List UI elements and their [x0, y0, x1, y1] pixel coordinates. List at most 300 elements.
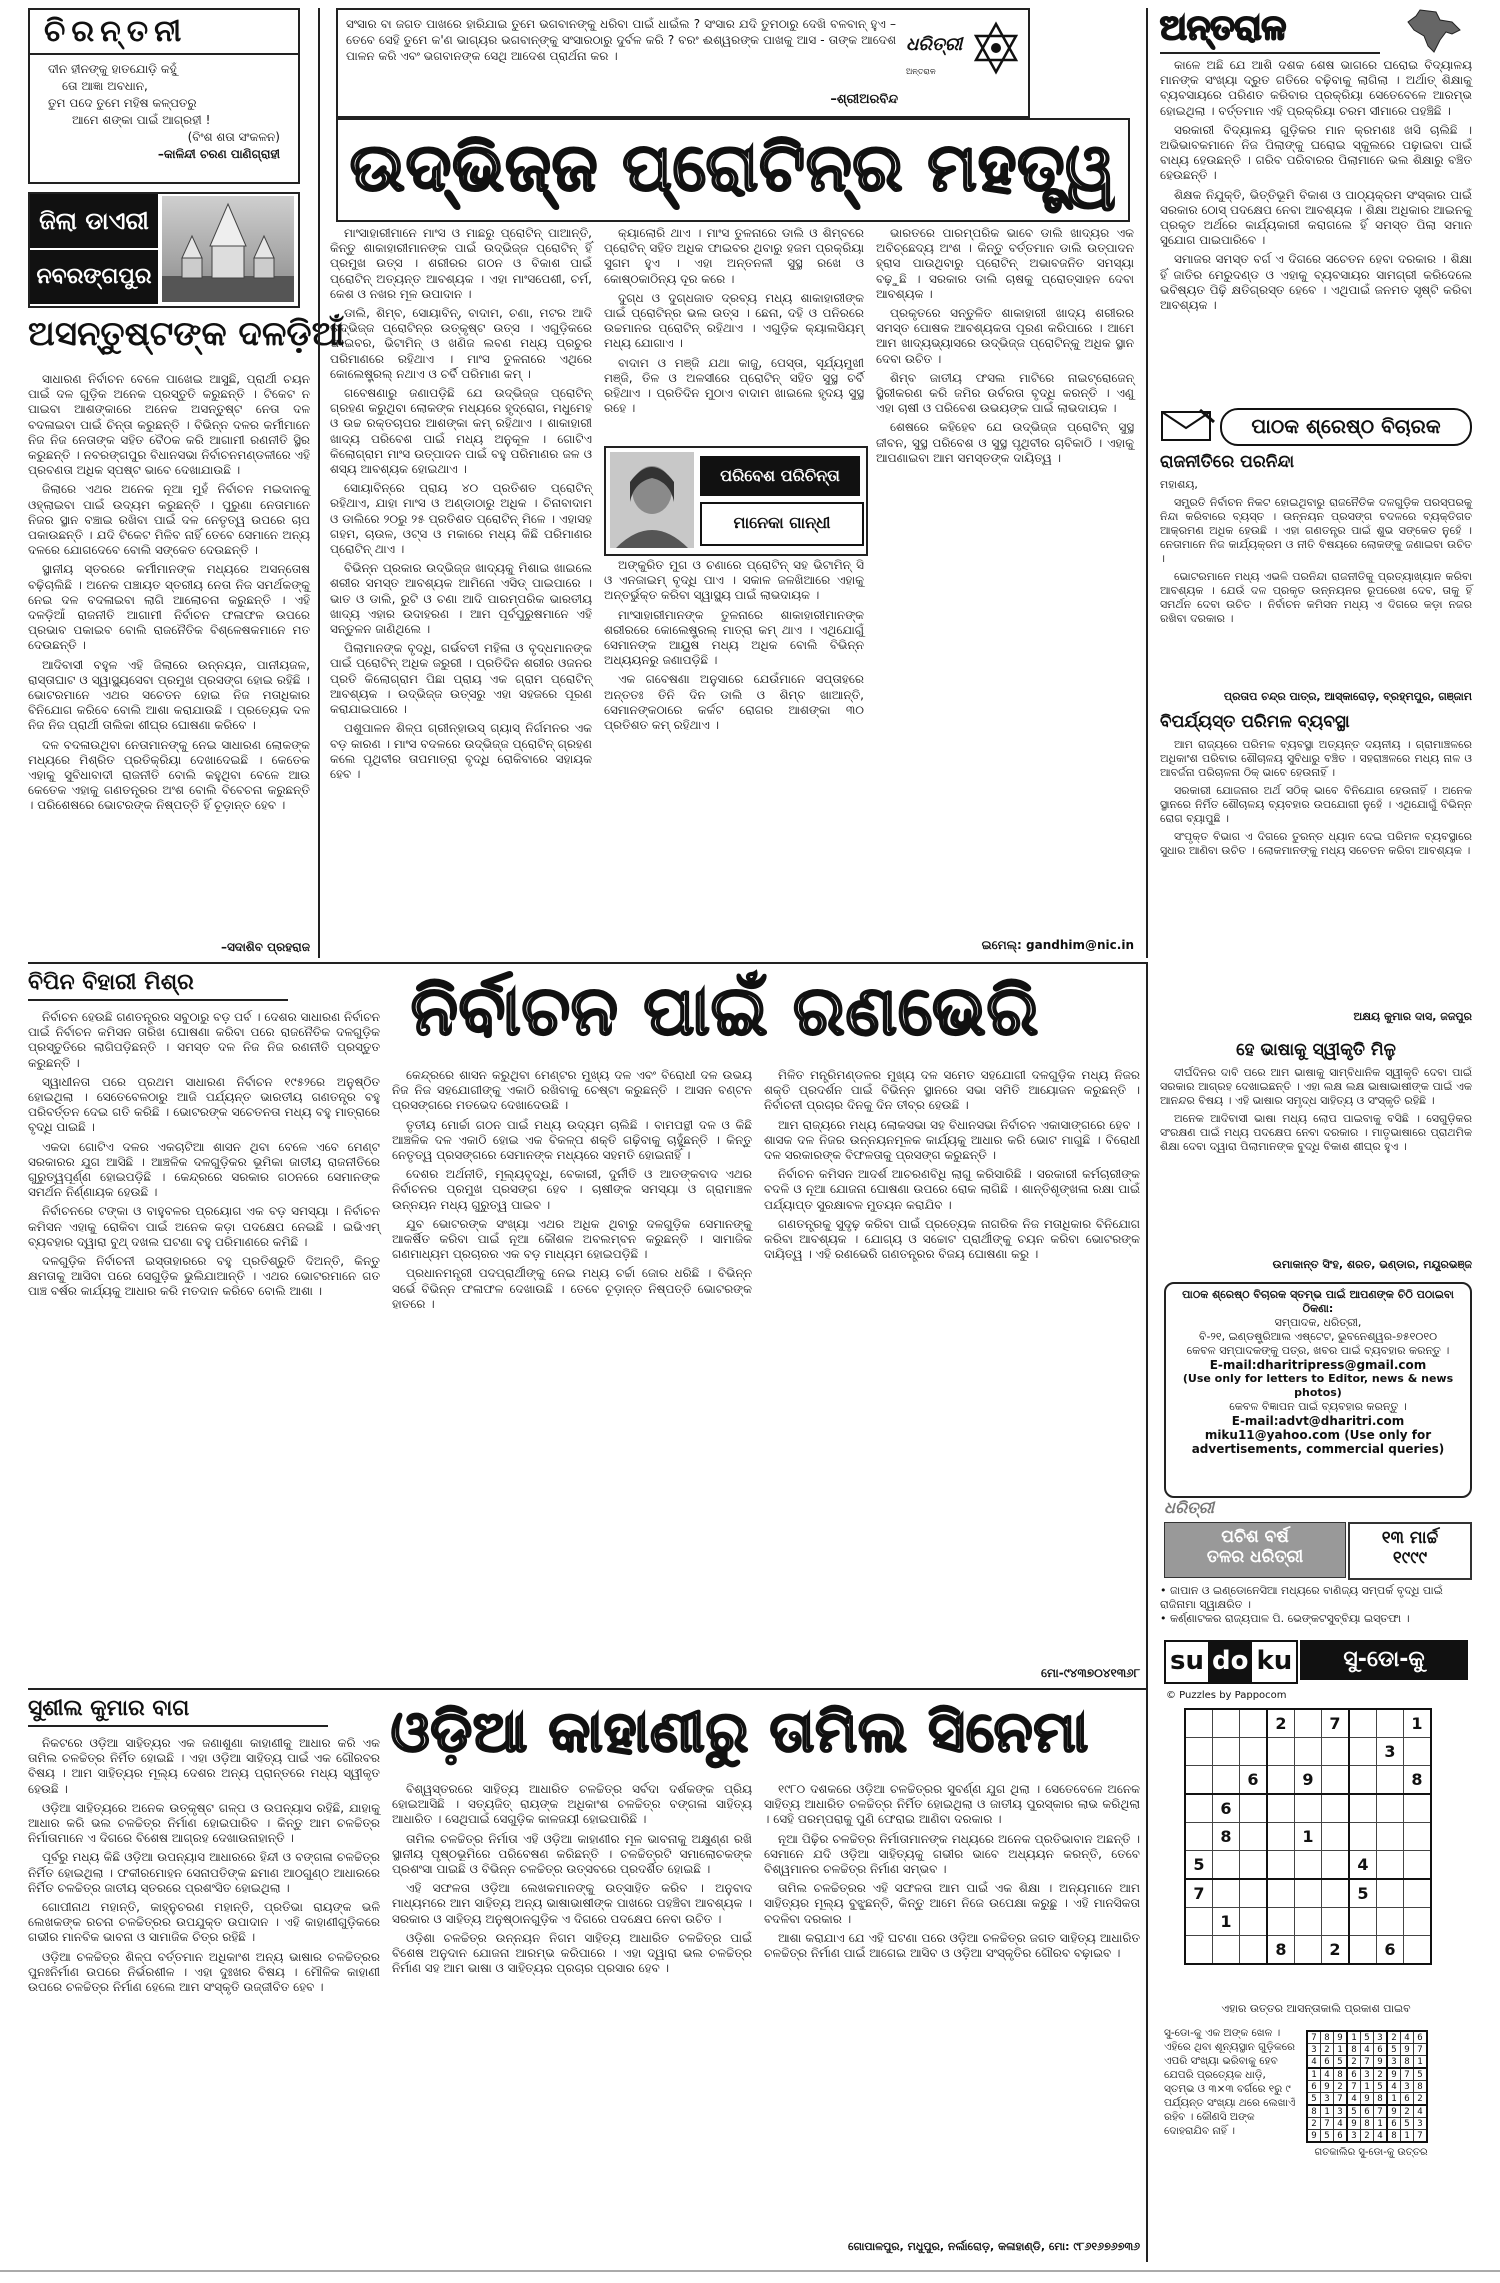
sudoku-prev-cell: 1 — [1321, 2105, 1334, 2118]
sudoku-prev-cell: 3 — [1334, 2105, 1348, 2118]
sudoku-cell[interactable]: 9 — [1295, 1766, 1322, 1795]
election-paragraph: ତୃତୀୟ ମୋର୍ଚ୍ଚା ଗଠନ ପାଇଁ ମଧ୍ୟ ଉଦ୍ୟମ ଚାଲିଛି । ବାମପନ୍ଥୀ ଦଳ ଓ କିଛି ଆଞ୍ଚଳିକ ଦଳ ଏକାଠି ହୋଇ ଏକ ବିକଳ୍ପ ଶକ୍ତି ଗଢ଼ିବାକୁ ଚାହୁଁଛନ୍ତି । କିନ୍ତୁ ନେତୃତ୍ୱ ପ୍ରସଙ୍ଗରେ ସେମାନଙ୍କ ମଧ୍ୟରେ ସହମତି ହୋଇନାହିଁ । — [392, 1117, 752, 1163]
sudoku-prev-cell: 9 — [1387, 2105, 1401, 2118]
sudoku-prev-cell: 2 — [1374, 2068, 1388, 2081]
election-paragraph: କେନ୍ଦ୍ରରେ ଶାସନ କରୁଥିବା ମେଣ୍ଟର ମୁଖ୍ୟ ଦଳ ଏବଂ ବିରୋଧୀ ଦଳ ଉଭୟ ନିଜ ନିଜ ସହଯୋଗୀଙ୍କୁ ଏକାଠି ରଖିବାକୁ ଚେଷ୍ଟା କରୁଛନ୍ତି । ଆସନ ବଣ୍ଟନ ପ୍ରସଙ୍ଗରେ ମତଭେଦ ଦେଖାଦେଉଛି । — [392, 1068, 752, 1113]
asantusta-paragraph: ଦଳ ବଦଳାଉଥିବା ନେତାମାନଙ୍କୁ ନେଇ ସାଧାରଣ ଲୋକଙ୍କ ମଧ୍ୟରେ ମିଶ୍ରିତ ପ୍ରତିକ୍ରିୟା ଦେଖାଦେଇଛି । କେତେକ ଏହାକୁ ସୁବିଧାବାଦୀ ରାଜନୀତି ବୋଲି କହୁଥିବା ବେଳେ ଆଉ କେତେକ ଏହାକୁ ଗଣତନ୍ତ୍ରର ଅଂଶ ବୋଲି ବିବେଚନା କରୁଛନ୍ତି । ପରିଶେଷରେ ଭୋଟରଙ୍କ ନିଷ୍ପତ୍ତି ହିଁ ଚୂଡ଼ାନ୍ତ ହେବ । — [28, 737, 310, 813]
sudoku-prev-wrap — [1306, 2030, 1436, 2158]
sudoku-prev-cell: 6 — [1347, 2068, 1361, 2081]
cinema-paragraph: ନୂଆ ପିଢ଼ିର ଚଳଚ୍ଚିତ୍ର ନିର୍ମାତାମାନଙ୍କ ମଧ୍ୟରେ ଅନେକ ପ୍ରତିଭାବାନ ଅଛନ୍ତି । ସେମାନେ ଯଦି ଓଡ଼ିଆ ସାହିତ୍ୟକୁ ଗଭୀର ଭାବେ ଅଧ୍ୟୟନ କରନ୍ତି, ତେବେ ବିଶ୍ୱମାନର ଚଳଚ୍ଚିତ୍ର ନିର୍ମାଣ ସମ୍ଭବ । — [764, 1831, 1140, 1877]
sudoku-prev-cell: 3 — [1387, 2056, 1401, 2069]
sudoku-prev-cell: 9 — [1347, 2118, 1361, 2130]
sudoku-grid-wrap — [1184, 1708, 1432, 1965]
sudoku-cell[interactable] — [1404, 1738, 1432, 1766]
election-paragraph: ମିଳିତ ମନ୍ତ୍ରିମଣ୍ଡଳର ମୁଖ୍ୟ ଦଳ ସମେତ ସହଯୋଗୀ ଦଳଗୁଡ଼ିକ ମଧ୍ୟ ନିଜର ଶକ୍ତି ପ୍ରଦର୍ଶନ ପାଇଁ ବିଭିନ୍ନ ସ୍ଥାନରେ ସଭା ସମିତି ଆୟୋଜନ କରୁଛନ୍ତି । ନିର୍ବାଚନୀ ପ୍ରଚାର ଦିନକୁ ଦିନ ତୀବ୍ର ହେଉଛି । — [764, 1068, 1140, 1113]
sudoku-prev-cell: 3 — [1414, 2118, 1428, 2130]
letter-paragraph: ଭୋଟରମାନେ ମଧ୍ୟ ଏଭଳି ପରନିନ୍ଦା ରାଜନୀତିକୁ ପ୍ରତ୍ୟାଖ୍ୟାନ କରିବା ଆବଶ୍ୟକ । ଯେଉଁ ଦଳ ପ୍ରକୃତ ଉନ୍ନୟନର ରୂପରେଖ ଦେବ, ତାକୁ ହିଁ ସମର୍ଥନ ଦେବା ଉଚିତ । ନିର୍ବାଚନ କମିସନ ମଧ୍ୟ ଏ ଦିଗରେ କଡ଼ା ନଜର ରଖିବା ଦରକାର । — [1160, 570, 1472, 625]
quote-text: ସଂସାର ବା ଜଗତ ପାଖରେ ହାରିଯାଇ ତୁମେ ଭଗବାନଙ୍କୁ ଧରିବା ପାଇଁ ଧାଇଁଲ ? ସଂସାର ଯଦି ତୁମଠାରୁ ଦେଖି ବଳବାନ୍ ହୁଏ – ତେବେ ସେହି ତୁମେ କ'ଣ ଭାଗ୍ୟର ଭଗବାନ୍‌ଙ୍କୁ ସଂସାରଠାରୁ ଦୁର୍ବଳ କରି ? ବରଂ ଈଶ୍ୱରଙ୍କ ପାଖକୁ ଆସ - ତାଙ୍କ ଆଦେଶ ପାଳନ କରି ଏବଂ ଭଗବାନଙ୍କ ସେଥି ଆଦେଶ ପ୍ରାର୍ଥନା କର । — [346, 17, 896, 63]
sudoku-prev-cell: 2 — [1361, 2130, 1374, 2143]
sudoku-cell[interactable]: 8 — [1213, 1823, 1240, 1851]
sudoku-prev-cell: 5 — [1387, 2044, 1401, 2056]
cinema-paragraph: ଏହି ସଫଳତା ଓଡ଼ିଆ ଲେଖକମାନଙ୍କୁ ଉତ୍ସାହିତ କରିବ । ଅନୁବାଦ ମାଧ୍ୟମରେ ଆମ ସାହିତ୍ୟ ଅନ୍ୟ ଭାଷାଭାଷୀଙ୍କ ପାଖରେ ପହଞ୍ଚିବା ଆବଶ୍ୟକ । ସରକାର ଓ ସାହିତ୍ୟ ଅନୁଷ୍ଠାନଗୁଡ଼ିକ ଏ ଦିଗରେ ପଦକ୍ଷେପ ନେବା ଉଚିତ । — [392, 1881, 752, 1926]
columnist-box — [604, 446, 868, 556]
sudoku-cell[interactable] — [1322, 1879, 1350, 1908]
election-paragraph: ଗଣତନ୍ତ୍ରକୁ ସୁଦୃଢ଼ କରିବା ପାଇଁ ପ୍ରତ୍ୟେକ ନାଗରିକ ନିଜ ମତାଧିକାର ବିନିଯୋଗ କରିବା ଆବଶ୍ୟକ । ଯୋଗ୍ୟ ଓ ସଚ୍ଚୋଟ ପ୍ରାର୍ଥୀଙ୍କୁ ଚୟନ କରିବା ଭୋଟରଙ୍କ ଦାୟିତ୍ୱ । ଏହି ରଣଭେରି ଗଣତନ୍ତ୍ରର ବିଜୟ ଘୋଷଣା କରୁ । — [764, 1216, 1140, 1262]
sudoku-cell[interactable] — [1240, 1709, 1268, 1738]
election-paragraph: ନିର୍ବାଚନ କମିସନ ଆଦର୍ଶ ଆଚରଣବିଧି ଲାଗୁ କରିସାରିଛି । ସରକାରୀ କର୍ମଚାରୀଙ୍କ ବଦଳି ଓ ନୂଆ ଯୋଜନା ଘୋଷଣା ଉପରେ ରୋକ ଲାଗିଛି । ଶାନ୍ତିଶୃଙ୍ଖଳା ରକ୍ଷା ପାଇଁ ପର୍ଯ୍ୟାପ୍ତ ସୁରକ୍ଷାବଳ ମୁତୟନ କରାଯିବ । — [764, 1167, 1140, 1212]
cinema-paragraph: ଓଡ଼ିଶା ଚଳଚ୍ଚିତ୍ର ଉନ୍ନୟନ ନିଗମ ସାହିତ୍ୟ ଆଧାରିତ ଚଳଚ୍ଚିତ୍ର ପାଇଁ ବିଶେଷ ଅନୁଦାନ ଯୋଜନା ଆରମ୍ଭ କରିପାରେ । ଏହା ଦ୍ୱାରା ଭଲ ଚଳଚ୍ଚିତ୍ର ନିର୍ମାଣ ସହ ଆମ ଭାଷା ଓ ସାହିତ୍ୟର ପ୍ରଚାର ପ୍ରସାର ହେବ । — [392, 1930, 752, 1976]
sudoku-cell[interactable] — [1240, 1936, 1268, 1965]
chirantani-poem — [30, 55, 298, 169]
pachisa-logo: ଧରିତ୍ରୀ — [1164, 1498, 1214, 1517]
sudoku-prev-cell: 5 — [1321, 2130, 1334, 2143]
contact-use: (Use only for letters to Editor, news & news photos) — [1182, 1372, 1454, 1399]
contact-use: advertisements, commercial queries) — [1191, 1442, 1445, 1456]
sudoku-row — [1185, 1851, 1431, 1880]
headline-protein: ଉଦ୍ଭିଜ୍ଜ ପ୍ରୋଟିନ୍‌ର ମହତ୍ତ୍ୱ — [349, 129, 1117, 206]
sudoku-cell[interactable] — [1295, 1738, 1322, 1766]
sudoku-prev-cell: 4 — [1307, 2056, 1321, 2069]
sudoku-cell[interactable] — [1240, 1823, 1268, 1851]
sudoku-rules: ସୁ-ଡୋ-କୁ ଏକ ଅଙ୍କ ଖେଳ । ଏହିରେ ଥିବା ଶୂନ୍ୟସ୍ଥାନ ଗୁଡ଼ିକରେ ଏପରି ସଂଖ୍ୟା ଭରିବାକୁ ହେବ ଯେପରି ପ୍ରତ୍ୟେକ ଧାଡ଼ି, ସ୍ତମ୍ଭ ଓ ୩×୩ ବର୍ଗରେ ୧ରୁ ୯ ପର୍ଯ୍ୟନ୍ତ ସଂଖ୍ୟା ଥରେ ଲେଖାଏଁ ରହିବ । କୌଣସି ଅଙ୍କ ଦୋହରାଯିବ ନାହିଁ । — [1164, 2027, 1296, 2137]
sudoku-row — [1185, 1908, 1431, 1936]
quote-box — [336, 8, 1030, 118]
sudoku-prev-cell: 1 — [1334, 2044, 1348, 2056]
sudoku-prev-cell: 7 — [1321, 2118, 1334, 2130]
pathaka-title: ପାଠକ ଶ୍ରେଷ୍ଠ ବିଚାରକ — [1220, 408, 1472, 446]
letter-body — [1160, 738, 1472, 1006]
sudoku-cell[interactable]: 1 — [1404, 1709, 1432, 1738]
sudoku-prev-cell: 3 — [1401, 2081, 1414, 2093]
letter-body — [1160, 478, 1472, 686]
cinema-paragraph: ଓଡ଼ିଆ ସାହିତ୍ୟରେ ଅନେକ ଉତ୍କୃଷ୍ଟ ଗଳ୍ପ ଓ ଉପନ୍ୟାସ ରହିଛି, ଯାହାକୁ ଆଧାର କରି ଭଲ ଚଳଚ୍ଚିତ୍ର ନିର୍ମାଣ ହୋଇପାରିବ । କିନ୍ତୁ ଆମ ଚଳଚ୍ଚିତ୍ର ନିର୍ମାତାମାନେ ଏ ଦିଗରେ ବିଶେଷ ଆଗ୍ରହ ଦେଖାଉନାହାନ୍ତି । — [28, 1800, 380, 1846]
sudoku-prev-cell: 8 — [1334, 2068, 1348, 2081]
sudoku-cell[interactable] — [1404, 1908, 1432, 1936]
sudoku-cell[interactable]: 7 — [1185, 1879, 1213, 1908]
sudoku-cell[interactable] — [1322, 1823, 1350, 1851]
letter-author: ଉମାକାନ୍ତ ସିଂହ, ଶରତ, ଭଣ୍ଡାର, ମୟୂରଭଞ୍ଜ — [1272, 1258, 1472, 1271]
protein-paragraph: ପିଲାମାନଙ୍କ ବୃଦ୍ଧି, ଗର୍ଭବତୀ ମହିଳା ଓ ବୃଦ୍ଧମାନଙ୍କ ପାଇଁ ପ୍ରୋଟିନ୍ ଅଧିକ ଜରୁରୀ । ପ୍ରତିଦିନ ଶରୀର ଓଜନର ପ୍ରତି କିଲୋଗ୍ରାମ ପିଛା ପ୍ରାୟ ଏକ ଗ୍ରାମ ପ୍ରୋଟିନ୍ ଆବଶ୍ୟକ । ଉଦ୍ଭିଜ୍ଜ ଉତ୍ସରୁ ଏହା ସହଜରେ ପୂରଣ କରାଯାଇପାରେ । — [330, 641, 592, 717]
sudoku-prev-cell: 1 — [1414, 2056, 1428, 2069]
sudoku-prev-label: ଗତକାଲିର ସୁ-ଡୋ-କୁ ଉତ୍ତର — [1314, 2147, 1428, 2158]
sudoku-prev-cell: 2 — [1334, 2081, 1348, 2093]
sudoku-header — [1160, 1636, 1472, 1688]
sudoku-prev-cell: 6 — [1401, 2093, 1414, 2106]
election-paragraph: ଏକଦା ଗୋଟିଏ ଦଳର ଏକଚାଟିଆ ଶାସନ ଥିବା ବେଳେ ଏବେ ମେଣ୍ଟ ସରକାରର ଯୁଗ ଆସିଛି । ଆଞ୍ଚଳିକ ଦଳଗୁଡ଼ିକର ଭୂମିକା ଜାତୀୟ ରାଜନୀତିରେ ଗୁରୁତ୍ୱପୂର୍ଣ୍ଣ ହୋଇପଡ଼ିଛି । କେନ୍ଦ୍ରରେ ସରକାର ଗଠନରେ ସେମାନଙ୍କ ସମର୍ଥନ ନିର୍ଣ୍ଣାୟକ ହେଉଛି । — [28, 1139, 380, 1200]
sudoku-cell[interactable] — [1185, 1823, 1213, 1851]
sudoku-prev-row — [1307, 2081, 1427, 2093]
pachisa-date: ୧୩ ମାର୍ଚ୍ଚ ୧୯୯୯ — [1348, 1522, 1472, 1580]
sudoku-cell[interactable] — [1349, 1766, 1377, 1795]
sudoku-row — [1185, 1879, 1431, 1908]
sudoku-cell[interactable]: 8 — [1404, 1766, 1432, 1795]
protein-paragraph: ପ୍ରକୃତରେ ସନ୍ତୁଳିତ ଶାକାହାରୀ ଖାଦ୍ୟ ଶରୀରର ସମସ୍ତ ପୋଷକ ଆବଶ୍ୟକତା ପୂରଣ କରିପାରେ । ଆମେ ଆମ ଖାଦ୍ୟଭ୍ୟାସରେ ଉଦ୍ଭିଜ୍ଜ ପ୍ରୋଟିନ୍‌କୁ ଅଧିକ ସ୍ଥାନ ଦେବା ଉଚିତ । — [876, 306, 1134, 366]
sudoku-prev-cell: 6 — [1361, 2105, 1374, 2118]
sudoku-prev-cell: 7 — [1361, 2056, 1374, 2069]
sudoku-grid — [1184, 1708, 1432, 1965]
protein-paragraph: ବିଭିନ୍ନ ପ୍ରକାର ଉଦ୍ଭିଜ୍ଜ ଖାଦ୍ୟକୁ ମିଶାଇ ଖାଇଲେ ଶରୀର ସମସ୍ତ ଆବଶ୍ୟକ ଆମିନୋ ଏସିଡ୍ ପାଇପାରେ । ଭାତ ଓ ଡାଲି, ରୁଟି ଓ ଚଣା ଆଦି ପାରମ୍ପରିକ ଭାରତୀୟ ଖାଦ୍ୟ ଏହାର ଉଦାହରଣ । ଆମ ପୂର୍ବପୁରୁଷମାନେ ଏହି ସନ୍ତୁଳନ ଜାଣିଥିଲେ । — [330, 561, 592, 637]
letter-paragraph: ସରକାରୀ ଯୋଜନାର ଅର୍ଥ ସଠିକ୍ ଭାବେ ବିନିଯୋଗ ହେଉନାହିଁ । ଅନେକ ସ୍ଥାନରେ ନିର୍ମିତ ଶୌଚାଳୟ ବ୍ୟବହାର ଉପଯୋଗୀ ନୁହେଁ । ଏଥିଯୋଗୁଁ ବିଭିନ୍ନ ରୋଗ ବ୍ୟାପୁଛି । — [1160, 784, 1472, 825]
sudoku-cell[interactable] — [1295, 1851, 1322, 1880]
cinema-paragraph: ଓଡ଼ିଆ ଚଳଚ୍ଚିତ୍ର ଶିଳ୍ପ ବର୍ତ୍ତମାନ ଅଧିକାଂଶ ଅନ୍ୟ ଭାଷାର ଚଳଚ୍ଚିତ୍ରର ପୁନଃନିର୍ମାଣ ଉପରେ ନିର୍ଭରଶୀଳ । ଏହା ଦୁଃଖର ବିଷୟ । ମୌଳିକ କାହାଣୀ ଉପରେ ଚଳଚ୍ଚିତ୍ର ନିର୍ମାଣ ହେଲେ ଆମ ସଂସ୍କୃତି ଉଜ୍ଜୀବିତ ହେବ । — [28, 1949, 380, 1995]
election-mobile: ମୋ-୯୪୩୭୦୪୧୩୬୮ — [1040, 1666, 1140, 1680]
antaral-paragraph: ସମାଜର ସମସ୍ତ ବର୍ଗ ଏ ଦିଗରେ ସଚେତନ ହେବା ଦରକାର । ଶିକ୍ଷା ହିଁ ଜାତିର ମେରୁଦଣ୍ଡ ଓ ଏହାକୁ ବ୍ୟବସାୟର ସାମଗ୍ରୀ କରିଦେଲେ ଭବିଷ୍ୟତ ପିଢ଼ି କ୍ଷତିଗ୍ରସ୍ତ ହେବେ । ଏଥିପାଇଁ ଜନମତ ସୃଷ୍ଟି କରିବା ଆବଶ୍ୟକ । — [1160, 252, 1472, 313]
contact-email[interactable]: miku11@yahoo.com (Use only for — [1204, 1428, 1432, 1442]
sudoku-prev-cell: 8 — [1387, 2130, 1401, 2143]
election-paragraph: ଦଳଗୁଡ଼ିକ ନିର୍ବାଚନୀ ଇସ୍ତାହାରରେ ବହୁ ପ୍ରତିଶ୍ରୁତି ଦିଅନ୍ତି, କିନ୍ତୁ କ୍ଷମତାକୁ ଆସିବା ପରେ ସେଗୁଡ଼ିକ ଭୁଲିଯାଆନ୍ତି । ଏଥର ଭୋଟରମାନେ ଗତ ପାଞ୍ଚ ବର୍ଷର କାର୍ଯ୍ୟକୁ ଆଧାର କରି ମତଦାନ କରିବେ ବୋଲି ଆଶା । — [28, 1254, 380, 1299]
asantusta-headline: ଅସନ୍ତୁଷ୍ଟଙ୍କ ଦଳଡ଼ିଆଁ — [28, 314, 345, 354]
sudoku-cell[interactable] — [1377, 1709, 1404, 1738]
asantusta-body — [28, 372, 310, 942]
sudoku-prev-cell: 3 — [1374, 2031, 1388, 2044]
zilla-district: ନବରଙ୍ଗପୁର — [30, 250, 158, 304]
poem-author: –କାଳିନ୍ଦୀ ଚରଣ ପାଣିଗ୍ରାହୀ — [157, 147, 280, 161]
sudoku-cell[interactable]: 1 — [1295, 1823, 1322, 1851]
sudoku-prev-row — [1307, 2105, 1427, 2118]
pachisa-left: ପଚିଶ ବର୍ଷ ତଳର ଧରିତ୍ରୀ — [1164, 1522, 1346, 1578]
sudoku-prev-cell: 1 — [1401, 2130, 1414, 2143]
sudoku-cell[interactable] — [1377, 1766, 1404, 1795]
contact-email[interactable]: E-mail:dharitripress@gmail.com — [1209, 1358, 1427, 1372]
sudoku-prev-cell: 4 — [1401, 2031, 1414, 2044]
election-col-3 — [764, 1068, 1140, 1668]
protein-paragraph: ଶେଷରେ କହିହେବ ଯେ ଉଦ୍ଭିଜ୍ଜ ପ୍ରୋଟିନ୍ ସୁସ୍ଥ ଜୀବନ, ସୁସ୍ଥ ପରିବେଶ ଓ ସୁସ୍ଥ ପୃଥିବୀର ଚାବିକାଠି । ଏହାକୁ ଆପଣାଇବା ଆମ ସମସ୍ତଙ୍କ ଦାୟିତ୍ୱ । — [876, 420, 1134, 465]
sudoku-cell[interactable] — [1267, 1794, 1295, 1823]
sudoku-cell[interactable] — [1185, 1709, 1213, 1738]
sudoku-cell[interactable] — [1213, 1766, 1240, 1795]
sudoku-prev-cell: 5 — [1347, 2105, 1361, 2118]
sudoku-cell[interactable] — [1267, 1738, 1295, 1766]
sudoku-prev-cell: 5 — [1374, 2081, 1388, 2093]
protein-paragraph: କ୍ୟାଲୋରି ଥାଏ । ମାଂସ ତୁଳନାରେ ଡାଲି ଓ ଶିମ୍ବରେ ପ୍ରୋଟିନ୍ ସହିତ ଅଧିକ ଫାଇବର ଥିବାରୁ ହଜମ ପ୍ରକ୍ରିୟା ସୁଗମ ହୁଏ । ଏହା ଅନ୍ତନଳୀ ସୁସ୍ଥ ରଖେ ଓ କୋଷ୍ଠକାଠିନ୍ୟ ଦୂର କରେ । — [604, 226, 864, 286]
sudoku-cell[interactable] — [1377, 1851, 1404, 1880]
sudoku-cell[interactable] — [1267, 1879, 1295, 1908]
antaral-paragraph: ଶିକ୍ଷକ ନିଯୁକ୍ତି, ଭିତ୍ତିଭୂମି ବିକାଶ ଓ ପାଠ୍ୟକ୍ରମ ସଂସ୍କାର ପାଇଁ ସରକାର ଠୋସ୍ ପଦକ୍ଷେପ ନେବା ଆବଶ୍ୟକ । ଶିକ୍ଷା ଅଧିକାର ଆଇନକୁ ପ୍ରକୃତ ଅର୍ଥରେ କାର୍ଯ୍ୟକାରୀ କରାଗଲେ ହିଁ ସମସ୍ତ ପିଲା ସମାନ ସୁଯୋଗ ପାଇପାରିବେ । — [1160, 187, 1472, 248]
sudoku-cell[interactable] — [1213, 1851, 1240, 1880]
letter-title: ବିପର୍ଯ୍ୟସ୍ତ ପରିମଳ ବ୍ୟବସ୍ଥା — [1160, 712, 1350, 732]
sudoku-cell[interactable] — [1267, 1766, 1295, 1795]
protein-col-3 — [876, 226, 1134, 926]
protein-paragraph: ଶିମ୍ବ ଜାତୀୟ ଫସଲ ମାଟିରେ ନାଇଟ୍ରୋଜେନ୍ ସ୍ଥିରୀକରଣ କରି ଜମିର ଉର୍ବରତା ବୃଦ୍ଧି କରନ୍ତି । ଏଣୁ ଏହା ଚାଷୀ ଓ ପରିବେଶ ଉଭୟଙ୍କ ପାଇଁ ଲାଭଦାୟକ । — [876, 370, 1134, 416]
pachisa-item: • ଜାପାନ ଓ ଇଣ୍ଡୋନେସିଆ ମଧ୍ୟରେ ବାଣିଜ୍ୟ ସମ୍ପର୍କ ବୃଦ୍ଧି ପାଇଁ ରାଜିନାମା ସ୍ୱାକ୍ଷରିତ । — [1160, 1584, 1443, 1611]
asantusta-paragraph: ସ୍ଥାନୀୟ ସ୍ତରରେ କର୍ମୀମାନଙ୍କ ମଧ୍ୟରେ ଅସନ୍ତୋଷ ବଢ଼ିଚାଲିଛି । ଅନେକ ପଞ୍ଚାୟତ ସ୍ତରୀୟ ନେତା ନିଜ ସମର୍ଥକଙ୍କୁ ନେଇ ଦଳ ବଦଳାଇବା ଲାଗି ଆଲୋଚନା କରୁଛନ୍ତି । ଏହି ଦଳଡ଼ିଆଁ ରାଜନୀତି ଆଗାମୀ ନିର୍ବାଚନ ଫଳାଫଳ ଉପରେ ପ୍ରଭାବ ପକାଇବ ବୋଲି ରାଜନୈତିକ ବିଶ୍ଳେଷକମାନେ ମତ ଦେଉଛନ୍ତି । — [28, 562, 310, 653]
sudoku-cell[interactable] — [1213, 1879, 1240, 1908]
sudoku-cell[interactable] — [1377, 1908, 1404, 1936]
sudoku-prev-cell: 7 — [1307, 2031, 1321, 2044]
sudoku-cell[interactable] — [1185, 1936, 1213, 1965]
cinema-headline: ଓଡ଼ିଆ କାହାଣୀରୁ ତାମିଲ ସିନେମା — [390, 1700, 1090, 1765]
sudoku-prev-cell: 5 — [1361, 2031, 1374, 2044]
contact-intro: ପାଠକ ଶ୍ରେଷ୍ଠ ବିଚାରକ ସ୍ତମ୍ଭ ପାଇଁ ଆପଣଙ୍କ ଚିଠି ପଠାଇବା ଠିକଣା: — [1182, 1288, 1454, 1315]
sudoku-cell[interactable] — [1213, 1738, 1240, 1766]
cinema-paragraph: ୧୯୮୦ ଦଶକରେ ଓଡ଼ିଆ ଚଳଚ୍ଚିତ୍ରର ସୁବର୍ଣ୍ଣ ଯୁଗ ଥିଲା । ସେତେବେଳେ ଅନେକ ସାହିତ୍ୟ ଆଧାରିତ ଚଳଚ୍ଚିତ୍ର ନିର୍ମିତ ହୋଇଥିଲା ଓ ଜାତୀୟ ପୁରସ୍କାର ଲାଭ କରିଥିଲା । ସେହି ପରମ୍ପରାକୁ ପୁଣି ଫେରାଇ ଆଣିବା ଦରକାର । — [764, 1782, 1140, 1827]
sudoku-cell[interactable] — [1185, 1908, 1213, 1936]
sudoku-prev-cell: 9 — [1361, 2093, 1374, 2106]
contact-note: କେବଳ ସମ୍ପାଦକଙ୍କୁ ପତ୍ର, ଖବର ପାଇଁ ବ୍ୟବହାର କରନ୍ତୁ । — [1186, 1344, 1450, 1357]
poem-line: ଆମେ ଶଙ୍କା ପାଇଁ ଆଗ୍ରହୀ ! — [72, 113, 211, 127]
sudoku-prev-cell: 2 — [1414, 2093, 1428, 2106]
sudoku-cell[interactable]: 4 — [1349, 1851, 1377, 1880]
letter-paragraph: ସଂପୃକ୍ତ ବିଭାଗ ଏ ଦିଗରେ ତୁରନ୍ତ ଧ୍ୟାନ ଦେଇ ପରିମଳ ବ୍ୟବସ୍ଥାରେ ସୁଧାର ଆଣିବା ଉଚିତ । ଲୋକମାନଙ୍କୁ ମଧ୍ୟ ସଚେତନ କରିବା ଆବଶ୍ୟକ । — [1160, 830, 1472, 857]
sudoku-prev-cell: 9 — [1387, 2068, 1401, 2081]
sudoku-cell[interactable] — [1404, 1823, 1432, 1851]
sudoku-cell[interactable] — [1349, 1794, 1377, 1823]
sudoku-cell[interactable] — [1185, 1794, 1213, 1823]
sudoku-cell[interactable] — [1240, 1908, 1268, 1936]
column-divider — [318, 8, 320, 958]
sudoku-cell[interactable] — [1267, 1908, 1295, 1936]
india-map-icon — [1390, 6, 1470, 56]
sudoku-prev-cell: 3 — [1321, 2093, 1334, 2106]
cinema-paragraph: ପୂର୍ବରୁ ମଧ୍ୟ କିଛି ଓଡ଼ିଆ ଉପନ୍ୟାସ ଆଧାରରେ ହିନ୍ଦୀ ଓ ବଙ୍ଗଳା ଚଳଚ୍ଚିତ୍ର ନିର୍ମିତ ହୋଇଥିଲା । ଫକୀରମୋହନ ସେନାପତିଙ୍କ ଛମାଣ ଆଠଗୁଣ୍ଠ ଆଧାରରେ ନିର୍ମିତ ଚଳଚ୍ଚିତ୍ର ଜାତୀୟ ସ୍ତରରେ ପ୍ରଶଂସିତ ହୋଇଥିଲା । — [28, 1850, 380, 1895]
sudoku-cell[interactable] — [1295, 1908, 1322, 1936]
sudoku-prev-row — [1307, 2118, 1427, 2130]
sudoku-cell[interactable] — [1240, 1879, 1268, 1908]
contact-email[interactable]: E-mail:advt@dharitri.com — [1231, 1414, 1405, 1428]
columnist-name: ମାନେକା ଗାନ୍ଧୀ — [700, 502, 864, 546]
sudoku-cell[interactable] — [1322, 1851, 1350, 1880]
sudoku-cell[interactable] — [1213, 1936, 1240, 1965]
sudoku-prev-row — [1307, 2044, 1427, 2056]
letter-body — [1160, 1066, 1472, 1256]
sudoku-row — [1185, 1936, 1431, 1965]
temple-photo — [162, 196, 294, 302]
sudoku-prev-cell: 8 — [1321, 2031, 1334, 2044]
sudoku-prev-cell: 9 — [1307, 2130, 1321, 2143]
election-paragraph: ସ୍ୱାଧୀନତା ପରେ ପ୍ରଥମ ସାଧାରଣ ନିର୍ବାଚନ ୧୯୫୨ରେ ଅନୁଷ୍ଠିତ ହୋଇଥିଲା । ସେତେବେଳଠାରୁ ଆଜି ପର୍ଯ୍ୟନ୍ତ ଭାରତୀୟ ଗଣତନ୍ତ୍ର ବହୁ ପରିବର୍ତ୍ତନ ଦେଇ ଗତି କରିଛି । ଭୋଟରଙ୍କ ସଚେତନତା ମଧ୍ୟ ବହୁ ମାତ୍ରାରେ ବୃଦ୍ଧି ପାଇଛି । — [28, 1074, 380, 1135]
sudoku-prev-cell: 1 — [1374, 2118, 1388, 2130]
asantusta-paragraph: ଆଦିବାସୀ ବହୁଳ ଏହି ଜିଲାରେ ଉନ୍ନୟନ, ପାନୀୟଜଳ, ରାସ୍ତାଘାଟ ଓ ସ୍ୱାସ୍ଥ୍ୟସେବା ପ୍ରମୁଖ ପ୍ରସଙ୍ଗ ହୋଇ ରହିଛି । ଭୋଟରମାନେ ଏଥର ସଚେତନ ହୋଇ ନିଜ ମତାଧିକାର ବିନିଯୋଗ କରିବେ ବୋଲି ଆଶା କରାଯାଉଛି । ପ୍ରତ୍ୟେକ ଦଳ ନିଜ ନିଜ ପ୍ରାର୍ଥୀ ତାଲିକା ଶୀଘ୍ର ଘୋଷଣା କରିବେ । — [28, 657, 310, 733]
sudoku-cell[interactable] — [1349, 1823, 1377, 1851]
sudoku-prev-cell: 7 — [1334, 2093, 1348, 2106]
sudoku-row — [1185, 1709, 1431, 1738]
poem-line: ତୁମ ପଦେ ତୁମେ ମହିଷ କଳ୍ପତରୁ — [48, 96, 197, 110]
masthead-logo-text: ଧରିତ୍ରୀ — [906, 34, 963, 55]
letter-title: ରାଜନୀତିରେ ପରନିନ୍ଦା — [1160, 452, 1295, 472]
sudoku-prev-cell: 1 — [1307, 2068, 1321, 2081]
sudoku-credit: © Puzzles by Pappocom — [1166, 1690, 1287, 1701]
election-paragraph: ନିର୍ବାଚନ ହେଉଛି ଗଣତନ୍ତ୍ରର ସବୁଠାରୁ ବଡ଼ ପର୍ବ । ଦେଶର ସାଧାରଣ ନିର୍ବାଚନ ପାଇଁ ନିର୍ବାଚନ କମିସନ ତାରିଖ ଘୋଷଣା କରିବା ପରେ ରାଜନୈତିକ ଦଳଗୁଡ଼ିକ ପ୍ରସ୍ତୁତିରେ ଲାଗିପଡ଼ିଛନ୍ତି । ସମସ୍ତ ଦଳ ନିଜ ନିଜ ରଣନୀତି ପ୍ରସ୍ତୁତ କରୁଛନ୍ତି । — [28, 1010, 380, 1070]
election-paragraph: ପ୍ରଧାନମନ୍ତ୍ରୀ ପଦପ୍ରାର୍ଥୀଙ୍କୁ ନେଇ ମଧ୍ୟ ଚର୍ଚ୍ଚା ଜୋର ଧରିଛି । ବିଭିନ୍ନ ସର୍ଭେ ବିଭିନ୍ନ ଫଳାଫଳ ଦେଖାଉଛି । ତେବେ ଚୂଡ଼ାନ୍ତ ନିଷ୍ପତ୍ତି ଭୋଟରଙ୍କ ହାତରେ । — [392, 1266, 752, 1311]
sudoku-cell[interactable] — [1404, 1936, 1432, 1965]
asantusta-paragraph: ସାଧାରଣ ନିର୍ବାଚନ ବେଳେ ପାଖେଇ ଆସୁଛି, ପ୍ରାର୍ଥୀ ଚୟନ ପାଇଁ ଦଳ ଗୁଡ଼ିକ ଅନେକ ପ୍ରସ୍ତୁତି କରୁଛନ୍ତି । ଟିକେଟ ନ ପାଇବା ଆଶଙ୍କାରେ ଅନେକ ଅସନ୍ତୁଷ୍ଟ ନେତା ଦଳ ବଦଳାଇବା ପାଇଁ ଚିନ୍ତା କରୁଛନ୍ତି । ବିଭିନ୍ନ ଦଳର କର୍ମୀମାନେ ନିଜ ନିଜ ନେତାଙ୍କ ସହିତ ବୈଠକ କରି ଆଗାମୀ ରଣନୀତି ସ୍ଥିର କରୁଛନ୍ତି । ନବରଙ୍ଗପୁର ବିଧାନସଭା ନିର୍ବାଚନମଣ୍ଡଳୀରେ ଏହି ପ୍ରବଣତା ଅଧିକ ସ୍ପଷ୍ଟ ଭାବେ ଦେଖାଯାଉଛି । — [28, 372, 310, 478]
letter-paragraph: ଅନେକ ଆଦିବାସୀ ଭାଷା ମଧ୍ୟ ଲୋପ ପାଇବାକୁ ବସିଛି । ସେଗୁଡ଼ିକର ସଂରକ୍ଷଣ ପାଇଁ ମଧ୍ୟ ପଦକ୍ଷେପ ନେବା ଦରକାର । ମାତୃଭାଷାରେ ପ୍ରାଥମିକ ଶିକ୍ଷା ଦେବା ଦ୍ୱାରା ପିଲାମାନଙ୍କ ବୁଦ୍ଧି ବିକାଶ ଶୀଘ୍ର ହୁଏ । — [1160, 1112, 1472, 1153]
sudoku-prev-cell: 5 — [1414, 2068, 1428, 2081]
cinema-paragraph: ନିକଟରେ ଓଡ଼ିଆ ସାହିତ୍ୟର ଏକ ଜଣାଶୁଣା କାହାଣୀକୁ ଆଧାର କରି ଏକ ତାମିଲ ଚଳଚ୍ଚିତ୍ର ନିର୍ମିତ ହୋଇଛି । ଏହା ଓଡ଼ିଆ ସାହିତ୍ୟ ପାଇଁ ଏକ ଗୌରବର ବିଷୟ । ଆମ ସାହିତ୍ୟର ମୂଲ୍ୟ ଦେଶର ଅନ୍ୟ ପ୍ରାନ୍ତରେ ମଧ୍ୟ ସ୍ୱୀକୃତ ହେଉଛି । — [28, 1736, 380, 1796]
sudoku-cell[interactable] — [1377, 1879, 1404, 1908]
sudoku-cell[interactable] — [1322, 1794, 1350, 1823]
masthead-sub: ଅନ୍ତରାଳ — [906, 67, 936, 76]
protein-email: ଇମେଲ୍: gandhim@nic.in — [981, 938, 1134, 952]
sudoku-cell[interactable]: 6 — [1377, 1936, 1404, 1965]
cinema-col-3 — [764, 1782, 1140, 2238]
election-col-1 — [28, 1010, 380, 1682]
sudoku-prev-cell: 3 — [1361, 2068, 1374, 2081]
sudoku-cell[interactable] — [1295, 1936, 1322, 1965]
sudoku-cell[interactable]: 8 — [1267, 1936, 1295, 1965]
cinema-paragraph: ଆଶା କରାଯାଏ ଯେ ଏହି ଘଟଣା ପରେ ଓଡ଼ିଆ ଚଳଚ୍ଚିତ୍ର ଜଗତ ସାହିତ୍ୟ ଆଧାରିତ ଚଳଚ୍ଚିତ୍ର ନିର୍ମାଣ ପାଇଁ ଆଗେଇ ଆସିବ ଓ ଓଡ଼ିଆ ସଂସ୍କୃତିର ଗୌରବ ବଢ଼ାଇବ । — [764, 1930, 1140, 1961]
protein-paragraph: ବାଦାମ ଓ ମଞ୍ଜି ଯଥା କାଜୁ, ପେସ୍ତା, ସୂର୍ଯ୍ୟମୁଖୀ ମଞ୍ଜି, ତିଳ ଓ ଅଳସୀରେ ପ୍ରୋଟିନ୍ ସହିତ ସୁସ୍ଥ ଚର୍ବି ରହିଥାଏ । ପ୍ରତିଦିନ ମୁଠାଏ ବାଦାମ ଖାଇଲେ ହୃଦୟ ସୁସ୍ଥ ରହେ । — [604, 355, 864, 416]
sudoku-prev-cell: 6 — [1414, 2031, 1428, 2044]
sudoku-cell[interactable] — [1404, 1851, 1432, 1880]
contact-box — [1164, 1282, 1472, 1498]
sudoku-cell[interactable] — [1267, 1851, 1295, 1880]
sudoku-prev-cell: 2 — [1321, 2044, 1334, 2056]
column-divider — [1146, 962, 1148, 2262]
asantusta-author: –ସଦାଶିବ ପ୍ରହରାଜ — [220, 940, 310, 954]
pachisa-item: • କର୍ଣ୍ଣାଟକର ରାଜ୍ୟପାଳ ପି. ଭେଙ୍କଟସୁବ୍ବିୟା ଇସ୍ତଫା । — [1160, 1612, 1410, 1625]
sudoku-prev-row — [1307, 2056, 1427, 2069]
sudoku-cell[interactable] — [1185, 1766, 1213, 1795]
protein-paragraph: ଅଙ୍କୁରିତ ମୁଗ ଓ ଚଣାରେ ପ୍ରୋଟିନ୍ ସହ ଭିଟାମିନ୍ ସି ଓ ଏନଜାଇମ୍ ବୃଦ୍ଧି ପାଏ । ସକାଳ ଜଳଖିଆରେ ଏହାକୁ ଅନ୍ତର୍ଭୁକ୍ତ କରିବା ସ୍ୱାସ୍ଥ୍ୟ ପାଇଁ ଲାଭଦାୟକ । — [604, 558, 864, 603]
cinema-col-1 — [28, 1736, 380, 2258]
masthead-logo — [906, 18, 966, 98]
sudoku-prev-cell: 4 — [1414, 2105, 1428, 2118]
election-paragraph: ଯୁବ ଭୋଟରଙ୍କ ସଂଖ୍ୟା ଏଥର ଅଧିକ ଥିବାରୁ ଦଳଗୁଡ଼ିକ ସେମାନଙ୍କୁ ଆକର୍ଷିତ କରିବା ପାଇଁ ନୂଆ କୌଶଳ ଅବଲମ୍ବନ କରୁଛନ୍ତି । ସାମାଜିକ ଗଣମାଧ୍ୟମ ପ୍ରଚାରର ଏକ ବଡ଼ ମାଧ୍ୟମ ହୋଇପଡ଼ିଛି । — [392, 1216, 752, 1262]
sudoku-cell[interactable]: 1 — [1213, 1908, 1240, 1936]
letter-paragraph: ମହାଶୟ, — [1160, 478, 1198, 491]
sudoku-cell[interactable] — [1240, 1851, 1268, 1880]
sudoku-cell[interactable]: 6 — [1240, 1766, 1268, 1795]
letter-title: ହେ ଭାଷାକୁ ସ୍ୱୀକୃତି ମିଳୁ — [1236, 1040, 1396, 1060]
sudoku-cell[interactable] — [1349, 1908, 1377, 1936]
sudoku-cell[interactable] — [1322, 1766, 1350, 1795]
sudoku-prev-cell: 6 — [1307, 2081, 1321, 2093]
sudoku-cell[interactable]: 6 — [1213, 1794, 1240, 1823]
sudoku-cell[interactable]: 5 — [1185, 1851, 1213, 1880]
sudoku-row — [1185, 1823, 1431, 1851]
election-paragraph: ଆମ ରାଜ୍ୟରେ ମଧ୍ୟ ଲୋକସଭା ସହ ବିଧାନସଭା ନିର୍ବାଚନ ଏକାସାଙ୍ଗରେ ହେବ । ଶାସକ ଦଳ ନିଜର ଉନ୍ନୟନମୂଳକ କାର୍ଯ୍ୟକୁ ଆଧାର କରି ଭୋଟ ମାଗୁଛି । ବିରୋଧୀ ଦଳ ସରକାରଙ୍କ ବିଫଳତାକୁ ପ୍ରସଙ୍ଗ କରୁଛନ୍ତି । — [764, 1117, 1140, 1163]
contact-addr: ବି-୨୧, ଇଣ୍ଡଷ୍ଟ୍ରିଆଲ ଏଷ୍ଟେଟ, ଭୁବନେଶ୍ୱର-୭୫୧୦୧୦ — [1198, 1330, 1438, 1343]
contact-note: କେବଳ ବିଜ୍ଞାପନ ପାଇଁ ବ୍ୟବହାର କରନ୍ତୁ । — [1229, 1400, 1407, 1413]
sudoku-row — [1185, 1766, 1431, 1795]
sudoku-prev-row — [1307, 2130, 1427, 2143]
sudoku-prev-row — [1307, 2068, 1427, 2081]
sudoku-cell[interactable] — [1322, 1908, 1350, 1936]
sudoku-cell[interactable] — [1240, 1738, 1268, 1766]
election-headline: ନିର୍ବାଚନ ପାଇଁ ରଣଭେରି — [410, 972, 1040, 1051]
sudoku-odia-title: ସୁ-ଡୋ-କୁ — [1300, 1640, 1468, 1680]
sudoku-cell[interactable] — [1404, 1794, 1432, 1823]
sudoku-prev-cell: 8 — [1401, 2056, 1414, 2069]
sudoku-prev-cell: 7 — [1374, 2105, 1388, 2118]
sudoku-cell[interactable] — [1267, 1823, 1295, 1851]
sudoku-cell[interactable] — [1322, 1738, 1350, 1766]
sudoku-prev-cell: 5 — [1401, 2118, 1414, 2130]
poem-source: (ବିଂଶ ଶତା ସଂକଳନ) — [187, 130, 280, 144]
sudoku-prev-cell: 8 — [1347, 2044, 1361, 2056]
sudoku-cell[interactable] — [1295, 1794, 1322, 1823]
cinema-paragraph: ତାମିଲ ଚଳଚ୍ଚିତ୍ର ନିର୍ମାତା ଏହି ଓଡ଼ିଆ କାହାଣୀର ମୂଳ ଭାବନାକୁ ଅକ୍ଷୁଣ୍ଣ ରଖି ସ୍ଥାନୀୟ ପୃଷ୍ଠଭୂମିରେ ପରିବେଷଣ କରିଛନ୍ତି । ଚଳଚ୍ଚିତ୍ରଟି ସମାଲୋଚକଙ୍କ ପ୍ରଶଂସା ପାଇଛି ଓ ବିଭିନ୍ନ ଚଳଚ୍ଚିତ୍ର ଉତ୍ସବରେ ପ୍ରଦର୍ଶିତ ହୋଇଛି । — [392, 1831, 752, 1877]
sudoku-row — [1185, 1738, 1431, 1766]
protein-paragraph: ଦୁଗ୍ଧ ଓ ଦୁଗ୍ଧଜାତ ଦ୍ରବ୍ୟ ମଧ୍ୟ ଶାକାହାରୀଙ୍କ ପାଇଁ ପ୍ରୋଟିନ୍‌ର ଭଲ ଉତ୍ସ । ଛେନା, ଦହି ଓ ପନିରରେ ଉଚ୍ଚମାନର ପ୍ରୋଟିନ୍ ରହିଥାଏ । ଏଗୁଡ଼ିକ କ୍ୟାଲସିୟମ୍ ମଧ୍ୟ ଯୋଗାଏ । — [604, 290, 864, 351]
sudoku-cell[interactable] — [1377, 1823, 1404, 1851]
sudoku-cell[interactable]: 5 — [1349, 1879, 1377, 1908]
sudoku-cell[interactable]: 7 — [1322, 1709, 1350, 1738]
sudoku-cell[interactable] — [1349, 1738, 1377, 1766]
cinema-byline: ସୁଶୀଲ କୁମାର ବାଗ — [28, 1696, 328, 1727]
sudoku-prev-cell: 3 — [1347, 2130, 1361, 2143]
sudoku-prev-cell: 9 — [1401, 2044, 1414, 2056]
sudoku-prev-cell: 2 — [1347, 2056, 1361, 2069]
sudoku-prev-cell: 1 — [1347, 2031, 1361, 2044]
pathaka-banner — [1160, 404, 1472, 446]
sudoku-logo: su do ku — [1164, 1640, 1298, 1684]
sudoku-prev-grid — [1306, 2030, 1428, 2143]
sudoku-cell[interactable] — [1349, 1709, 1377, 1738]
protein-paragraph: ସୋୟାବିନ୍‌ରେ ପ୍ରାୟ ୪୦ ପ୍ରତିଶତ ପ୍ରୋଟିନ୍ ରହିଥାଏ, ଯାହା ମାଂସ ଓ ଅଣ୍ଡାଠାରୁ ଅଧିକ । ଚିନାବାଦାମ ଓ ଡାଲିରେ ୨୦ରୁ ୨୫ ପ୍ରତିଶତ ପ୍ରୋଟିନ୍ ମିଳେ । ଏହାସହ ଗହମ, ଚାଉଳ, ଓଟ୍ସ ଓ ମକାରେ ମଧ୍ୟ କିଛି ପରିମାଣର ପ୍ରୋଟିନ୍ ଥାଏ । — [330, 481, 592, 557]
poem-line: ଦୀନ ହୀନଙ୍କୁ ହାତଯୋଡ଼ି କହୁଁ — [48, 62, 177, 76]
star-emblem-icon — [970, 20, 1022, 80]
sudoku-prev-cell: 5 — [1307, 2093, 1321, 2106]
sudoku-cell[interactable] — [1404, 1879, 1432, 1908]
columnist-label: ପରିବେଶ ପରିଚିନ୍ତା — [700, 456, 860, 496]
sudoku-cell[interactable] — [1240, 1794, 1268, 1823]
contact-addr: ସମ୍ପାଦକ, ଧରିତ୍ରୀ, — [1274, 1316, 1362, 1329]
sudoku-prev-cell: 4 — [1374, 2130, 1388, 2143]
sudoku-cell[interactable] — [1213, 1709, 1240, 1738]
sudoku-prev-cell: 6 — [1334, 2130, 1348, 2143]
letter-paragraph: ଦୀର୍ଘଦିନର ଦାବି ପରେ ଆମ ଭାଷାକୁ ସାମ୍ବିଧାନିକ ସ୍ୱୀକୃତି ଦେବା ପାଇଁ ସରକାର ଆଗ୍ରହ ଦେଖାଇଛନ୍ତି । ଏହା ଲକ୍ଷ ଲକ୍ଷ ଭାଷାଭାଷୀଙ୍କ ପାଇଁ ଏକ ଆନନ୍ଦର ବିଷୟ । ଏହି ଭାଷାର ସମୃଦ୍ଧ ସାହିତ୍ୟ ଓ ସଂସ୍କୃତି ରହିଛି । — [1160, 1066, 1472, 1107]
sudoku-prev-row — [1307, 2031, 1427, 2044]
columnist-photo — [610, 452, 694, 548]
sudoku-cell[interactable] — [1295, 1879, 1322, 1908]
sudoku-prev-cell: 7 — [1347, 2081, 1361, 2093]
chirantani-box — [28, 8, 300, 184]
cinema-paragraph: ତାମିଲ ଚଳଚ୍ଚିତ୍ରର ଏହି ସଫଳତା ଆମ ପାଇଁ ଏକ ଶିକ୍ଷା । ଅନ୍ୟମାନେ ଆମ ସାହିତ୍ୟର ମୂଲ୍ୟ ବୁଝୁଛନ୍ତି, କିନ୍ତୁ ଆମେ ନିଜେ ଉପେକ୍ଷା କରୁଛୁ । ଏହି ମାନସିକତା ବଦଳିବା ଦରକାର । — [764, 1881, 1140, 1926]
antaral-paragraph: କାଳେ ଅଛି ଯେ ଆଶି ଦଶକ ଶେଷ ଭାଗରେ ଘରୋଇ ବିଦ୍ୟାଳୟ ମାନଙ୍କ ସଂଖ୍ୟା ଦ୍ରୁତ ଗତିରେ ବଢ଼ିବାକୁ ଲାଗିଲା । ଅର୍ଥାତ୍ ଶିକ୍ଷାକୁ ବ୍ୟବସାୟରେ ପରିଣତ କରିବାର ପ୍ରକ୍ରିୟା ସେତେବେଳେ ଆରମ୍ଭ ହୋଇଥିଲା । ବର୍ତ୍ତମାନ ଏହି ପ୍ରକ୍ରିୟା ଚରମ ସୀମାରେ ପହଞ୍ଚିଛି । — [1160, 58, 1472, 118]
sudoku-cell[interactable] — [1349, 1936, 1377, 1965]
election-byline: ବିପିନ ବିହାରୀ ମିଶ୍ର — [28, 970, 288, 1001]
protein-paragraph: ପଶୁପାଳନ ଶିଳ୍ପ ଗ୍ରୀନ୍‌ହାଉସ୍ ଗ୍ୟାସ୍ ନିର୍ଗମନର ଏକ ବଡ଼ କାରଣ । ମାଂସ ବଦଳରେ ଉଦ୍ଭିଜ୍ଜ ପ୍ରୋଟିନ୍ ଗ୍ରହଣ କଲେ ପୃଥିବୀର ତାପମାତ୍ରା ବୃଦ୍ଧି ରୋକିବାରେ ସହାୟକ ହେବ । — [330, 721, 592, 781]
sudoku-cell[interactable]: 2 — [1322, 1936, 1350, 1965]
sudoku-prev-cell: 6 — [1321, 2056, 1334, 2069]
sudoku-prev-cell: 2 — [1387, 2031, 1401, 2044]
headline-protein-box — [336, 118, 1130, 222]
sudoku-cell[interactable] — [1295, 1709, 1322, 1738]
election-paragraph: ନିର୍ବାଚନରେ ଟଙ୍କା ଓ ବାହୁବଳର ପ୍ରୟୋଗ ଏକ ବଡ଼ ସମସ୍ୟା । ନିର୍ବାଚନ କମିସନ ଏହାକୁ ରୋକିବା ପାଇଁ ଅନେକ କଡ଼ା ପଦକ୍ଷେପ ନେଇଛି । ଇଭିଏମ୍ ବ୍ୟବହାର ଦ୍ୱାରା ବୁଥ୍ ଦଖଲ ଘଟଣା ବହୁ ପରିମାଣରେ କମିଛି । — [28, 1204, 380, 1249]
sudoku-prev-cell: 8 — [1374, 2093, 1388, 2106]
antaral-title: ଅନ୍ତରାଳ — [1160, 8, 1380, 54]
sudoku-prev-cell: 1 — [1361, 2081, 1374, 2093]
sudoku-answer-note: ଏହାର ଉତ୍ତର ଆସନ୍ତାକାଲି ପ୍ରକାଶ ପାଇବ — [1221, 2002, 1411, 2015]
protein-paragraph: ଡାଲି, ଶିମ୍ବ, ସୋୟାବିନ୍, ବାଦାମ, ଚଣା, ମଟର ଆଦି ଉଦ୍ଭିଜ୍ଜ ପ୍ରୋଟିନ୍‌ର ଉତ୍କୃଷ୍ଟ ଉତ୍ସ । ଏଗୁଡ଼ିକରେ ଫାଇବର, ଭିଟାମିନ୍ ଓ ଖଣିଜ ଲବଣ ମଧ୍ୟ ପ୍ରଚୁର ପରିମାଣରେ ରହିଥାଏ । ମାଂସ ତୁଳନାରେ ଏଥିରେ କୋଲେଷ୍ଟ୍ରଲ୍ ନଥାଏ ଓ ଚର୍ବି ପରିମାଣ କମ୍ । — [330, 306, 592, 381]
election-col-2 — [392, 1068, 752, 1682]
cinema-paragraph: ଗୋପୀନାଥ ମହାନ୍ତି, କାହ୍ନୁଚରଣ ମହାନ୍ତି, ପ୍ରତିଭା ରାୟଙ୍କ ଭଳି ଲେଖକଙ୍କ ରଚନା ଚଳଚ୍ଚିତ୍ରର ଉପଯୁକ୍ତ ଉପାଦାନ । ଏହି କାହାଣୀଗୁଡ଼ିକରେ ଗଭୀର ମାନବିକ ଭାବନା ଓ ସାମାଜିକ ଚିତ୍ର ରହିଛି । — [28, 1900, 380, 1945]
sudoku-prev-cell: 4 — [1387, 2081, 1401, 2093]
sudoku-prev-row — [1307, 2093, 1427, 2106]
sudoku-cell[interactable] — [1377, 1794, 1404, 1823]
sudoku-cell[interactable] — [1185, 1738, 1213, 1766]
sudoku-prev-cell: 8 — [1361, 2118, 1374, 2130]
sudoku-cell[interactable]: 3 — [1377, 1738, 1404, 1766]
sudoku-prev-cell: 2 — [1401, 2105, 1414, 2118]
sudoku-prev-cell: 4 — [1347, 2093, 1361, 2106]
zilla-title: ଜିଲା ଡାଏରୀ — [30, 194, 158, 248]
cinema-address: ଗୋପାଳପୁର, ମଧୁପୁର, ନର୍ଲାରୋଡ଼, କଳାହାଣ୍ଡି, ମୋ: ୯୮୬୧୬୭୬୭୩୬ — [847, 2240, 1140, 2253]
pachisa-box — [1160, 1498, 1472, 1580]
zilla-diary — [28, 192, 300, 308]
sudoku-prev-cell: 5 — [1334, 2056, 1348, 2069]
protein-col-2b — [604, 558, 864, 956]
sudoku-cell[interactable]: 2 — [1267, 1709, 1295, 1738]
sudoku-prev-cell: 4 — [1321, 2068, 1334, 2081]
protein-paragraph: ମାଂସାହାରୀମାନଙ୍କ ତୁଳନାରେ ଶାକାହାରୀମାନଙ୍କ ଶରୀରରେ କୋଲେଷ୍ଟ୍ରଲ୍ ମାତ୍ରା କମ୍ ଥାଏ । ଏଥିଯୋଗୁଁ ସେମାନଙ୍କ ଆୟୁଷ ମଧ୍ୟ ଅଧିକ ବୋଲି ବିଭିନ୍ନ ଅଧ୍ୟୟନରୁ ଜଣାପଡ଼ିଛି । — [604, 607, 864, 668]
antaral-body — [1160, 58, 1472, 398]
sudoku-prev-cell: 8 — [1307, 2105, 1321, 2118]
chirantani-title: ଚିରନ୍ତନୀ — [30, 10, 298, 55]
asantusta-paragraph: ଜିଲାରେ ଏଥର ଅନେକ ନୂଆ ମୁହଁ ନିର୍ବାଚନ ମଇଦାନକୁ ଓହ୍ଲାଇବା ପାଇଁ ଉଦ୍ୟମ କରୁଛନ୍ତି । ପୁରୁଣା ନେତାମାନେ ନିଜର ସ୍ଥାନ ବଞ୍ଚାଇ ରଖିବା ପାଇଁ ଦଳ ନେତୃତ୍ୱ ଉପରେ ଚାପ ପକାଉଛନ୍ତି । ଯଦି ଟିକେଟ ମିଳିବ ନାହିଁ ତେବେ ସେମାନେ ଅନ୍ୟ ଦଳରେ ଯୋଗଦେବେ ବୋଲି ସଙ୍କେତ ଦେଉଛନ୍ତି । — [28, 482, 310, 558]
